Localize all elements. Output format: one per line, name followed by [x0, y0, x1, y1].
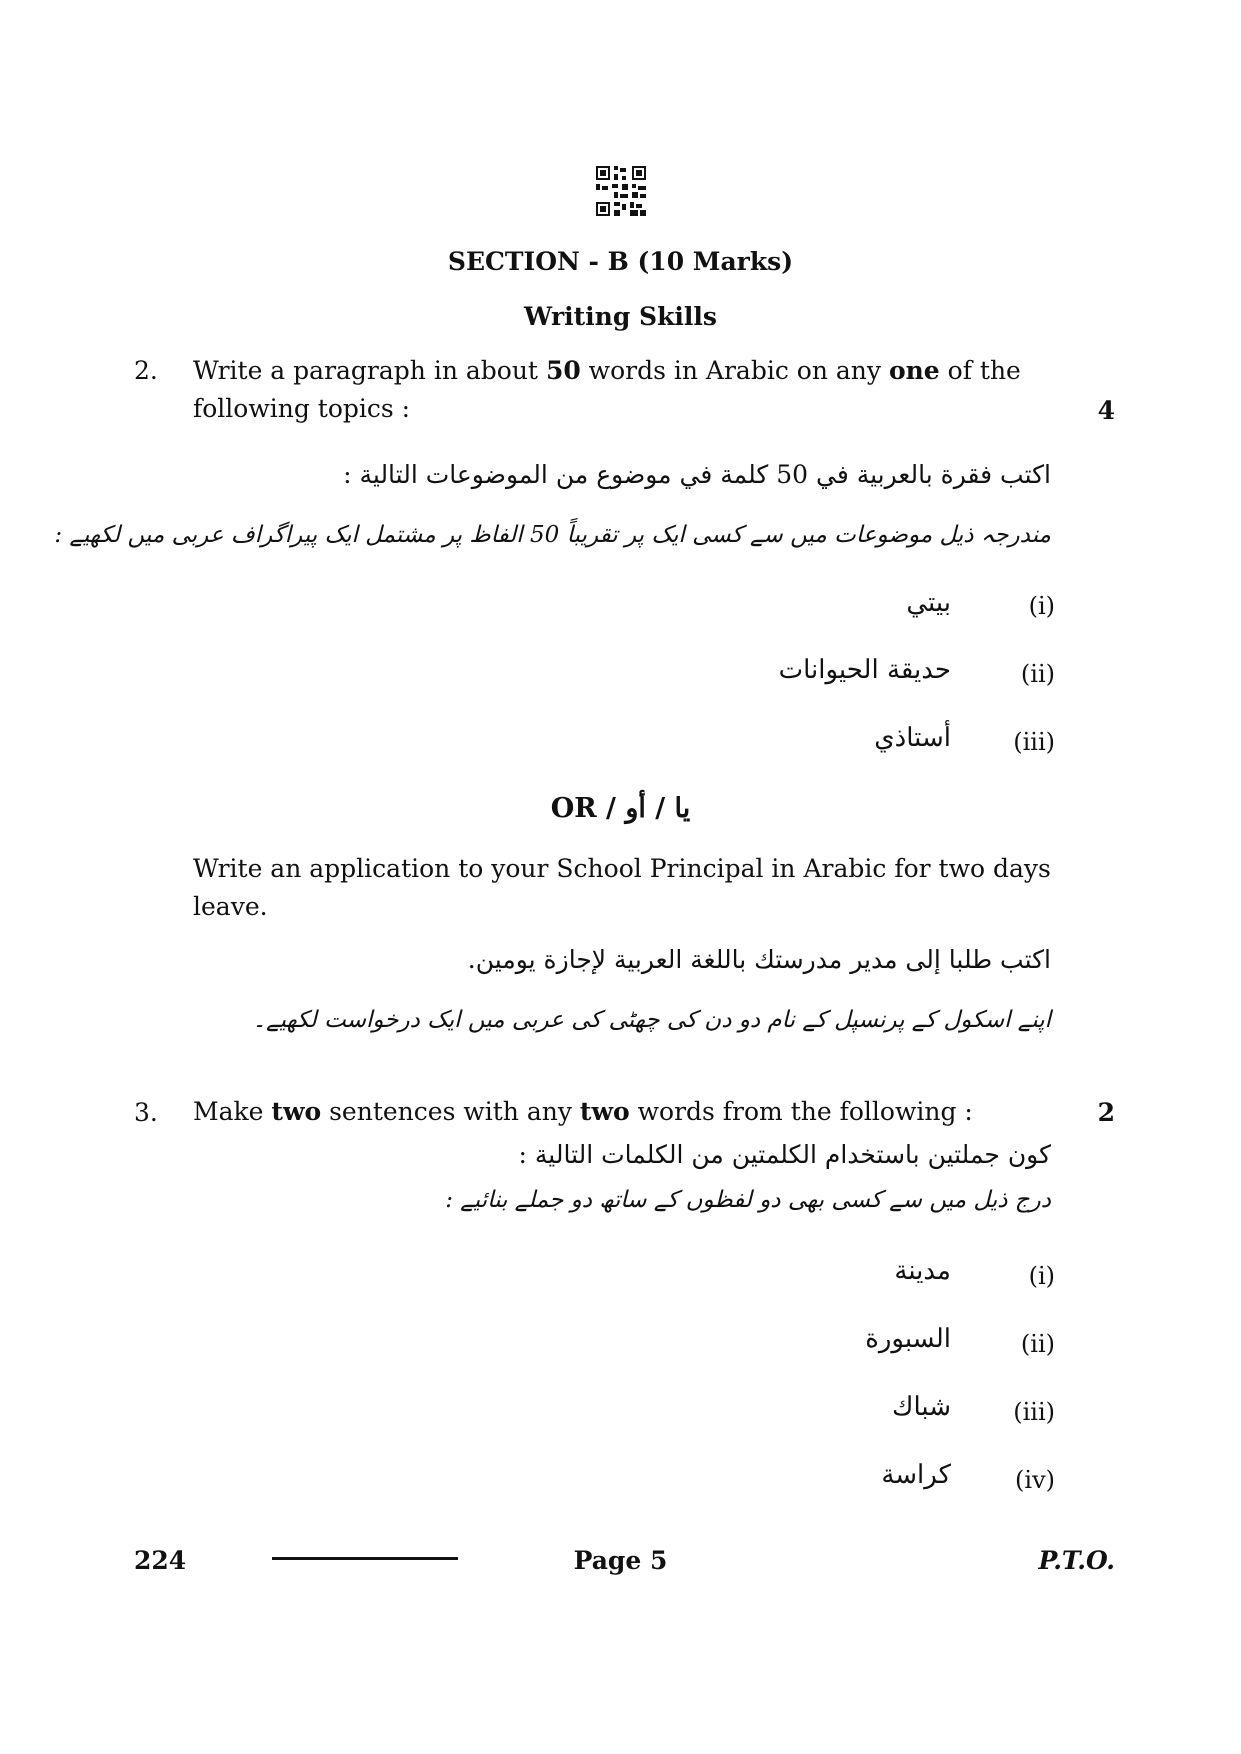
option-number: (iii): [1013, 728, 1055, 756]
section-heading: SECTION - B (10 Marks): [447, 247, 794, 276]
question-2-english: Write a paragraph in about 50 words in Arabic on any one of the following topics :: [193, 356, 1021, 423]
section-subheading: Writing Skills: [524, 302, 717, 331]
option-number: (iv): [1015, 1466, 1055, 1494]
question-2-urdu: مندرجہ ذیل موضوعات میں سے کسی ایک پر تقریباً 50 الفاظ پر مشتمل ایک پیراگراف عربی میں لکھیے :: [54, 522, 1051, 548]
question-2-arabic: اكتب فقرة بالعربية في 50 كلمة في موضوع من الموضوعات التالية :: [343, 460, 1051, 489]
question-3-english: Make two sentences with any two words from the following :: [193, 1097, 973, 1126]
qr-code-icon: [596, 166, 646, 216]
question-3-marks: 2: [1097, 1098, 1115, 1127]
option-text: مدينة: [894, 1256, 951, 1286]
question-2-alt-english: Write an application to your School Principal in Arabic for two days leave.: [193, 854, 1051, 921]
question-3-arabic: كون جملتين باستخدام الكلمتين من الكلمات التالية :: [518, 1140, 1051, 1169]
question-3-urdu: درج ذیل میں سے کسی بھی دو لفظوں کے ساتھ دو جملے بنائیے :: [445, 1187, 1051, 1213]
option-text: حديقة الحيوانات: [778, 655, 951, 685]
paper-code: 224: [134, 1546, 187, 1575]
option-number: (i): [1028, 1262, 1055, 1290]
question-2-marks: 4: [1097, 396, 1115, 425]
or-divider: OR / یا / أو: [550, 793, 691, 824]
question-2-number: 2.: [134, 356, 158, 385]
pto-label: P.T.O.: [1038, 1546, 1115, 1575]
option-text: شباك: [892, 1392, 951, 1422]
question-2-alt-urdu: اپنے اسکول کے پرنسپل کے نام دو دن کی چھٹی کی عربی میں ایک درخواست لکھیے۔: [252, 1007, 1051, 1033]
option-text: كراسة: [881, 1460, 951, 1490]
option-number: (ii): [1020, 660, 1055, 688]
question-2-alt-arabic: اكتب طلبا إلى مدير مدرستك باللغة العربية لإجازة يومين.: [467, 945, 1051, 974]
option-text: بيتي: [906, 588, 951, 618]
option-text: السبورة: [865, 1324, 951, 1354]
option-number: (i): [1028, 592, 1055, 620]
question-3-number: 3.: [134, 1098, 158, 1127]
option-number: (ii): [1020, 1330, 1055, 1358]
option-number: (iii): [1013, 1398, 1055, 1426]
option-text: أستاذي: [874, 723, 951, 753]
page-number: Page 5: [573, 1546, 668, 1575]
